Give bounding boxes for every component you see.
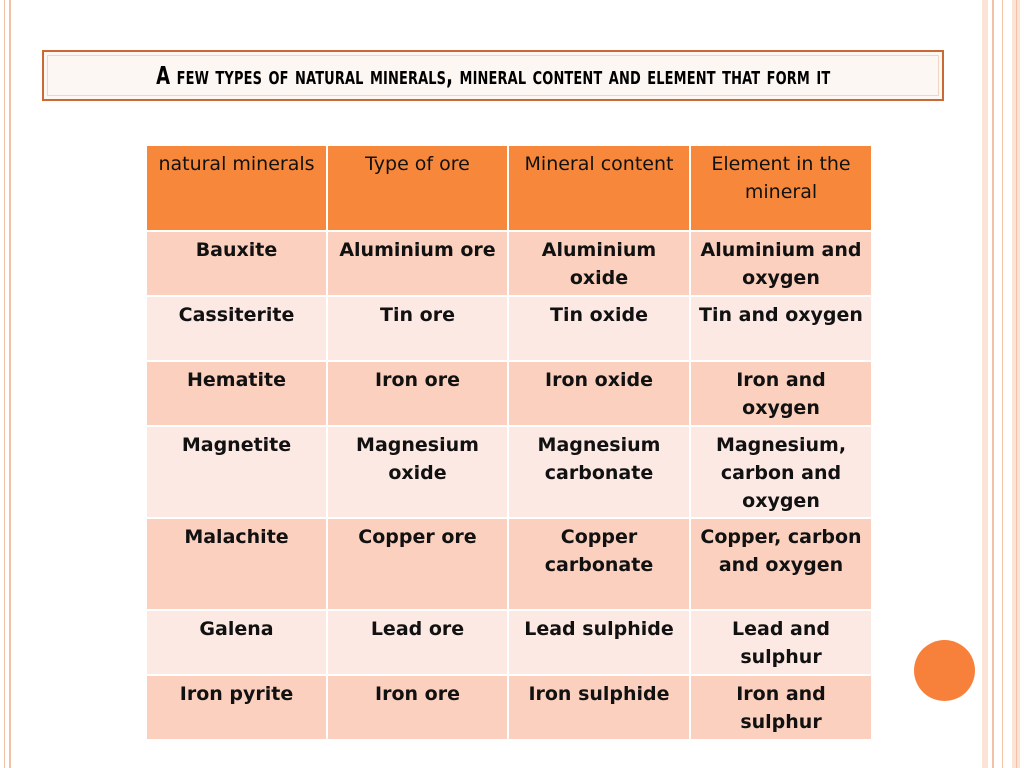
table-cell: Magnesium, carbon and oxygen bbox=[690, 426, 872, 518]
column-header-element-in-mineral: Element in the mineral bbox=[690, 145, 872, 231]
table-cell: Aluminium and oxygen bbox=[690, 231, 872, 296]
table-cell: Lead and sulphur bbox=[690, 610, 872, 675]
table-row bbox=[146, 426, 872, 518]
frame-line-left-inner bbox=[9, 0, 11, 768]
table-cell: Galena bbox=[146, 610, 327, 675]
table-row bbox=[146, 610, 872, 675]
table-cell: Iron and sulphur bbox=[690, 675, 872, 740]
table-cell: Lead ore bbox=[327, 610, 508, 675]
table-row bbox=[146, 675, 872, 740]
table-cell: Iron and oxygen bbox=[690, 361, 872, 426]
table-cell: Copper carbonate bbox=[508, 518, 690, 610]
table-cell: Magnetite bbox=[146, 426, 327, 518]
table-header-row bbox=[146, 145, 872, 231]
frame-line-right-1 bbox=[992, 0, 994, 768]
minerals-table bbox=[145, 144, 873, 741]
frame-line-right-3 bbox=[1016, 0, 1017, 768]
table-cell: Iron pyrite bbox=[146, 675, 327, 740]
table-row bbox=[146, 361, 872, 426]
table-cell: Magnesium carbonate bbox=[508, 426, 690, 518]
table-cell: Lead sulphide bbox=[508, 610, 690, 675]
table-row bbox=[146, 518, 872, 610]
frame-band-right-1 bbox=[982, 0, 988, 768]
table-cell: Copper, carbon and oxygen bbox=[690, 518, 872, 610]
table-cell: Bauxite bbox=[146, 231, 327, 296]
table-cell: Iron oxide bbox=[508, 361, 690, 426]
slide-title: A few types of natural minerals, mineral content and element that form it bbox=[155, 61, 831, 90]
table-cell: Copper ore bbox=[327, 518, 508, 610]
column-header-type-of-ore: Type of ore bbox=[327, 145, 508, 231]
table-cell: Tin oxide bbox=[508, 296, 690, 361]
table-cell: Cassiterite bbox=[146, 296, 327, 361]
table-cell: Malachite bbox=[146, 518, 327, 610]
decorative-circle bbox=[914, 640, 975, 701]
title-box bbox=[42, 50, 944, 101]
column-header-mineral-content: Mineral content bbox=[508, 145, 690, 231]
table-cell: Iron sulphide bbox=[508, 675, 690, 740]
frame-line-left-outer bbox=[4, 0, 5, 768]
table-cell: Aluminium oxide bbox=[508, 231, 690, 296]
table-cell: Tin and oxygen bbox=[690, 296, 872, 361]
table-cell: Iron ore bbox=[327, 675, 508, 740]
frame-line-right-2 bbox=[1002, 0, 1003, 768]
table-row bbox=[146, 296, 872, 361]
table-cell: Magnesium oxide bbox=[327, 426, 508, 518]
table-cell: Tin ore bbox=[327, 296, 508, 361]
table-cell: Aluminium ore bbox=[327, 231, 508, 296]
table-row bbox=[146, 231, 872, 296]
table-cell: Hematite bbox=[146, 361, 327, 426]
table-cell: Iron ore bbox=[327, 361, 508, 426]
column-header-natural-minerals: natural minerals bbox=[146, 145, 327, 231]
